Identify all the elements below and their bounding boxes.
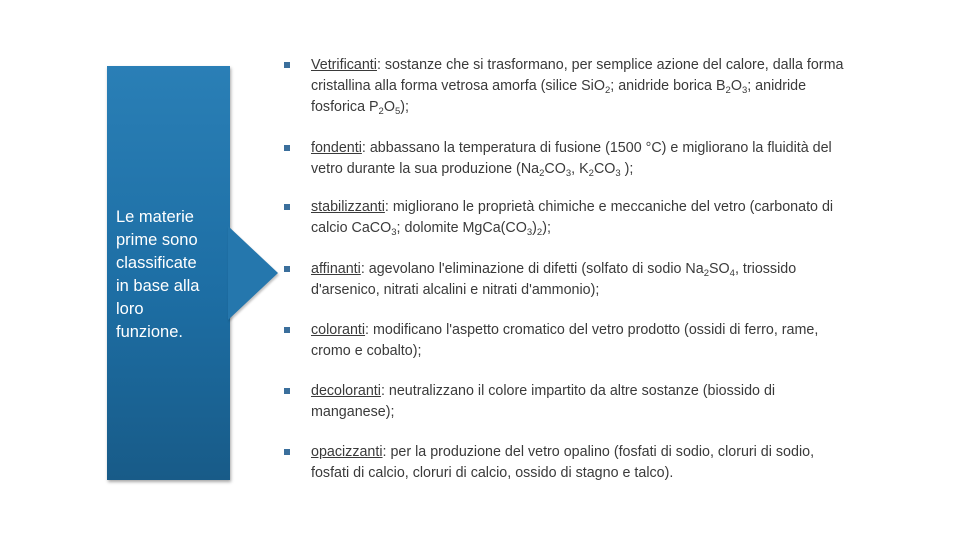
term-label: affinanti (311, 261, 361, 277)
subscript: 4 (729, 268, 735, 279)
description-text: SO (709, 261, 730, 277)
list-item-text (311, 442, 851, 484)
description-text: : abbassano la temperatura di fusione (1500 °C) e migliorano la fluidità del vetro durante la sua produzione (Na (311, 140, 832, 177)
term-label: opacizzanti (311, 444, 383, 460)
subscript: 2 (725, 85, 731, 96)
description-text: , K (571, 161, 589, 177)
subscript: 3 (741, 85, 748, 96)
description-text: : sostanze che si trasformano, per semplice azione del calore, dalla forma cristallina alla forma vetrosa amorfa (silice SiO (311, 57, 844, 94)
description-text: ; anidride borica B (610, 78, 726, 94)
subscript: 2 (703, 268, 709, 279)
list-item-text (311, 320, 851, 362)
term-label: decoloranti (311, 383, 381, 399)
subscript: 2 (536, 227, 543, 238)
bullet-icon (284, 145, 290, 151)
description-text: ) (532, 220, 537, 236)
description-text: : modificano l'aspetto cromatico del vetro prodotto (ossidi di ferro, rame, cromo e cobalto); (311, 322, 819, 359)
list-item-text (311, 197, 851, 239)
bullet-icon (284, 266, 290, 272)
subscript: 3 (615, 168, 621, 179)
description-text: ); (542, 220, 551, 236)
term-label: coloranti (311, 322, 366, 338)
bullet-icon (284, 327, 290, 333)
bullet-icon (284, 62, 290, 68)
description-text: CO (593, 161, 616, 177)
term-label: Vetrificanti (311, 57, 377, 73)
description-text: : agevolano l'eliminazione di difetti (solfato di sodio Na (360, 261, 704, 277)
subscript: 2 (539, 168, 545, 179)
description-text: ; anidride fosforica P (311, 78, 807, 115)
subscript: 2 (588, 168, 594, 179)
description-text: : neutralizzano il colore impartito da altre sostanze (biossido di manganese); (311, 383, 776, 420)
bullet-icon (284, 449, 290, 455)
subscript: 3 (526, 227, 533, 238)
subscript: 3 (391, 227, 397, 238)
subscript: 5 (394, 106, 401, 117)
description-text: : migliorano le proprietà chimiche e meccaniche del vetro (carbonato di calcio CaCO (311, 199, 834, 236)
subscript: 3 (565, 168, 572, 179)
term-label: fondenti (311, 140, 362, 156)
list-item-text (311, 55, 851, 118)
list-item-text (311, 381, 851, 423)
bullet-icon (284, 204, 290, 210)
description-text: O (383, 99, 395, 115)
description-text: ); (400, 99, 409, 115)
subscript: 2 (378, 106, 384, 117)
term-label: stabilizzanti (311, 199, 385, 215)
description-text: CO (544, 161, 566, 177)
description-text: , triossido d'arsenico, nitrati alcalini e nitrati d'ammonio); (311, 261, 797, 298)
description-text: ); (620, 161, 634, 177)
bullet-icon (284, 388, 290, 394)
list-item-text (311, 259, 851, 301)
arrow-shape (228, 226, 278, 320)
subscript: 2 (604, 85, 611, 96)
description-text: ; dolomite MgCa(CO (396, 220, 527, 236)
list-item-text (311, 138, 851, 180)
panel-caption: Le materie prime sono classificate in base alla loro funzione. (116, 208, 200, 341)
description-text: O (730, 78, 742, 94)
description-text: : per la produzione del vetro opalino (fosfati di sodio, cloruri di sodio, fosfati di calcio, cloruri di calcio, ossido di stagno e talco). (311, 444, 815, 481)
